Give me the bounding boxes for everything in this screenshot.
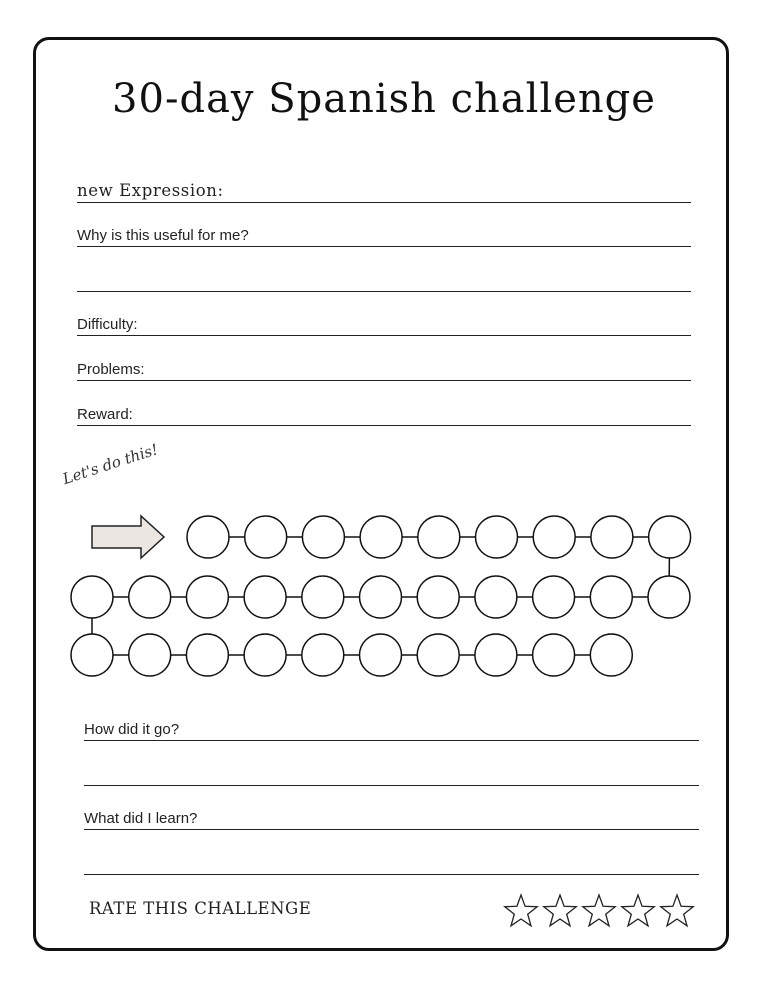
- new-expression-label: new Expression:: [77, 181, 224, 200]
- how-did-it-go-field[interactable]: [84, 719, 699, 741]
- day-circle-27[interactable]: [417, 634, 459, 676]
- motto-text: Let's do this!: [60, 440, 161, 488]
- arrow-right-icon: [92, 516, 164, 558]
- star-icon[interactable]: [661, 895, 693, 926]
- problems-label: Problems:: [77, 361, 145, 378]
- day-circle-8[interactable]: [591, 516, 633, 558]
- day-circle-11[interactable]: [590, 576, 632, 618]
- day-circle-15[interactable]: [360, 576, 402, 618]
- what-did-i-learn-extra-line[interactable]: [84, 853, 699, 875]
- day-circle-19[interactable]: [129, 576, 171, 618]
- day-circle-23[interactable]: [186, 634, 228, 676]
- day-circle-12[interactable]: [533, 576, 575, 618]
- day-circle-9[interactable]: [649, 516, 691, 558]
- day-circle-17[interactable]: [244, 576, 286, 618]
- star-icon[interactable]: [583, 895, 615, 926]
- day-circle-6[interactable]: [476, 516, 518, 558]
- day-circle-29[interactable]: [533, 634, 575, 676]
- day-circle-1[interactable]: [187, 516, 229, 558]
- star-icon[interactable]: [505, 895, 537, 926]
- star-rating[interactable]: [503, 891, 703, 931]
- how-did-it-go-label: How did it go?: [84, 721, 180, 738]
- difficulty-label: Difficulty:: [77, 316, 138, 333]
- day-circle-14[interactable]: [417, 576, 459, 618]
- what-did-i-learn-field[interactable]: [84, 808, 699, 830]
- page-title: 30-day Spanish challenge: [112, 76, 656, 122]
- day-circle-18[interactable]: [186, 576, 228, 618]
- rating-label: RATE THIS CHALLENGE: [89, 899, 312, 918]
- reward-label: Reward:: [77, 406, 133, 423]
- day-circle-20[interactable]: [71, 576, 113, 618]
- day-circle-10[interactable]: [648, 576, 690, 618]
- day-circle-13[interactable]: [475, 576, 517, 618]
- day-circle-2[interactable]: [245, 516, 287, 558]
- star-icon[interactable]: [622, 895, 654, 926]
- day-circle-26[interactable]: [360, 634, 402, 676]
- why-useful-label: Why is this useful for me?: [77, 227, 249, 244]
- star-icon[interactable]: [544, 895, 576, 926]
- day-circle-7[interactable]: [533, 516, 575, 558]
- day-circle-24[interactable]: [244, 634, 286, 676]
- day-circle-3[interactable]: [302, 516, 344, 558]
- day-circle-5[interactable]: [418, 516, 460, 558]
- day-circle-28[interactable]: [475, 634, 517, 676]
- what-did-i-learn-label: What did I learn?: [84, 810, 198, 827]
- day-circle-25[interactable]: [302, 634, 344, 676]
- day-circle-22[interactable]: [129, 634, 171, 676]
- day-circle-30[interactable]: [590, 634, 632, 676]
- how-did-it-go-extra-line[interactable]: [84, 764, 699, 786]
- day-circle-21[interactable]: [71, 634, 113, 676]
- day-circle-4[interactable]: [360, 516, 402, 558]
- day-circle-16[interactable]: [302, 576, 344, 618]
